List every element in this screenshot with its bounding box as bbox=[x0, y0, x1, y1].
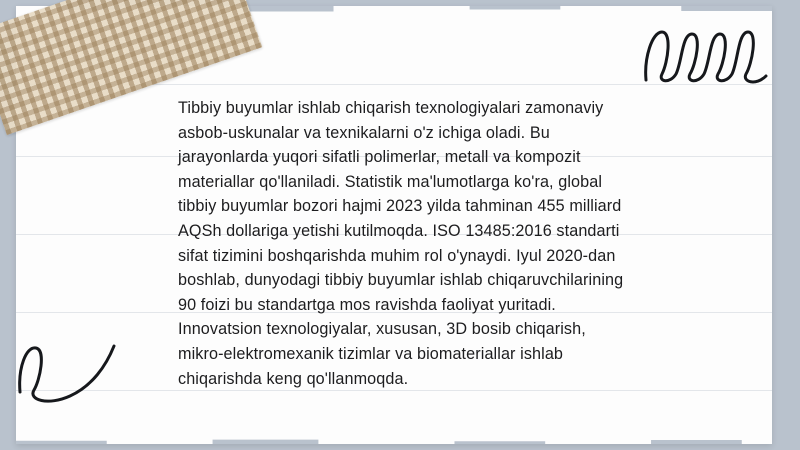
cursive-loop-icon bbox=[14, 338, 124, 408]
cursive-loops-icon bbox=[642, 18, 782, 88]
slide-body-text: Tibbiy buyumlar ishlab chiqarish texnologiyalari zamonaviy asbob-uskunalar va texnikalarni o'z ichiga oladi. Bu jarayonlarda yuqori sifatli polimerlar, metall va kompozit materiallar qo'llaniladi. Statistik ma'lumotlarga ko'ra, global tibbiy buyumlar bozori hajmi 2023 yilda tahminan 455 milliard AQSh dollariga yetishi kutilmoqda. ISO 13485:2016 standarti sifat tizimini boshqarishda muhim rol o'ynaydi. Iyul 2020-dan boshlab, dunyodagi tibbiy buyumlar ishlab chiqaruvchilarining 90 foizi bu standartga mos ravishda faoliyat yuritadi. Innovatsion texnologiyalar, xususan, 3D bosib chiqarish, mikro-elektromexanik tizimlar va biomateriallar ishlab chiqarishda keng qo'llanmoqda. bbox=[178, 99, 628, 388]
paper-bottom-edge bbox=[16, 436, 772, 444]
